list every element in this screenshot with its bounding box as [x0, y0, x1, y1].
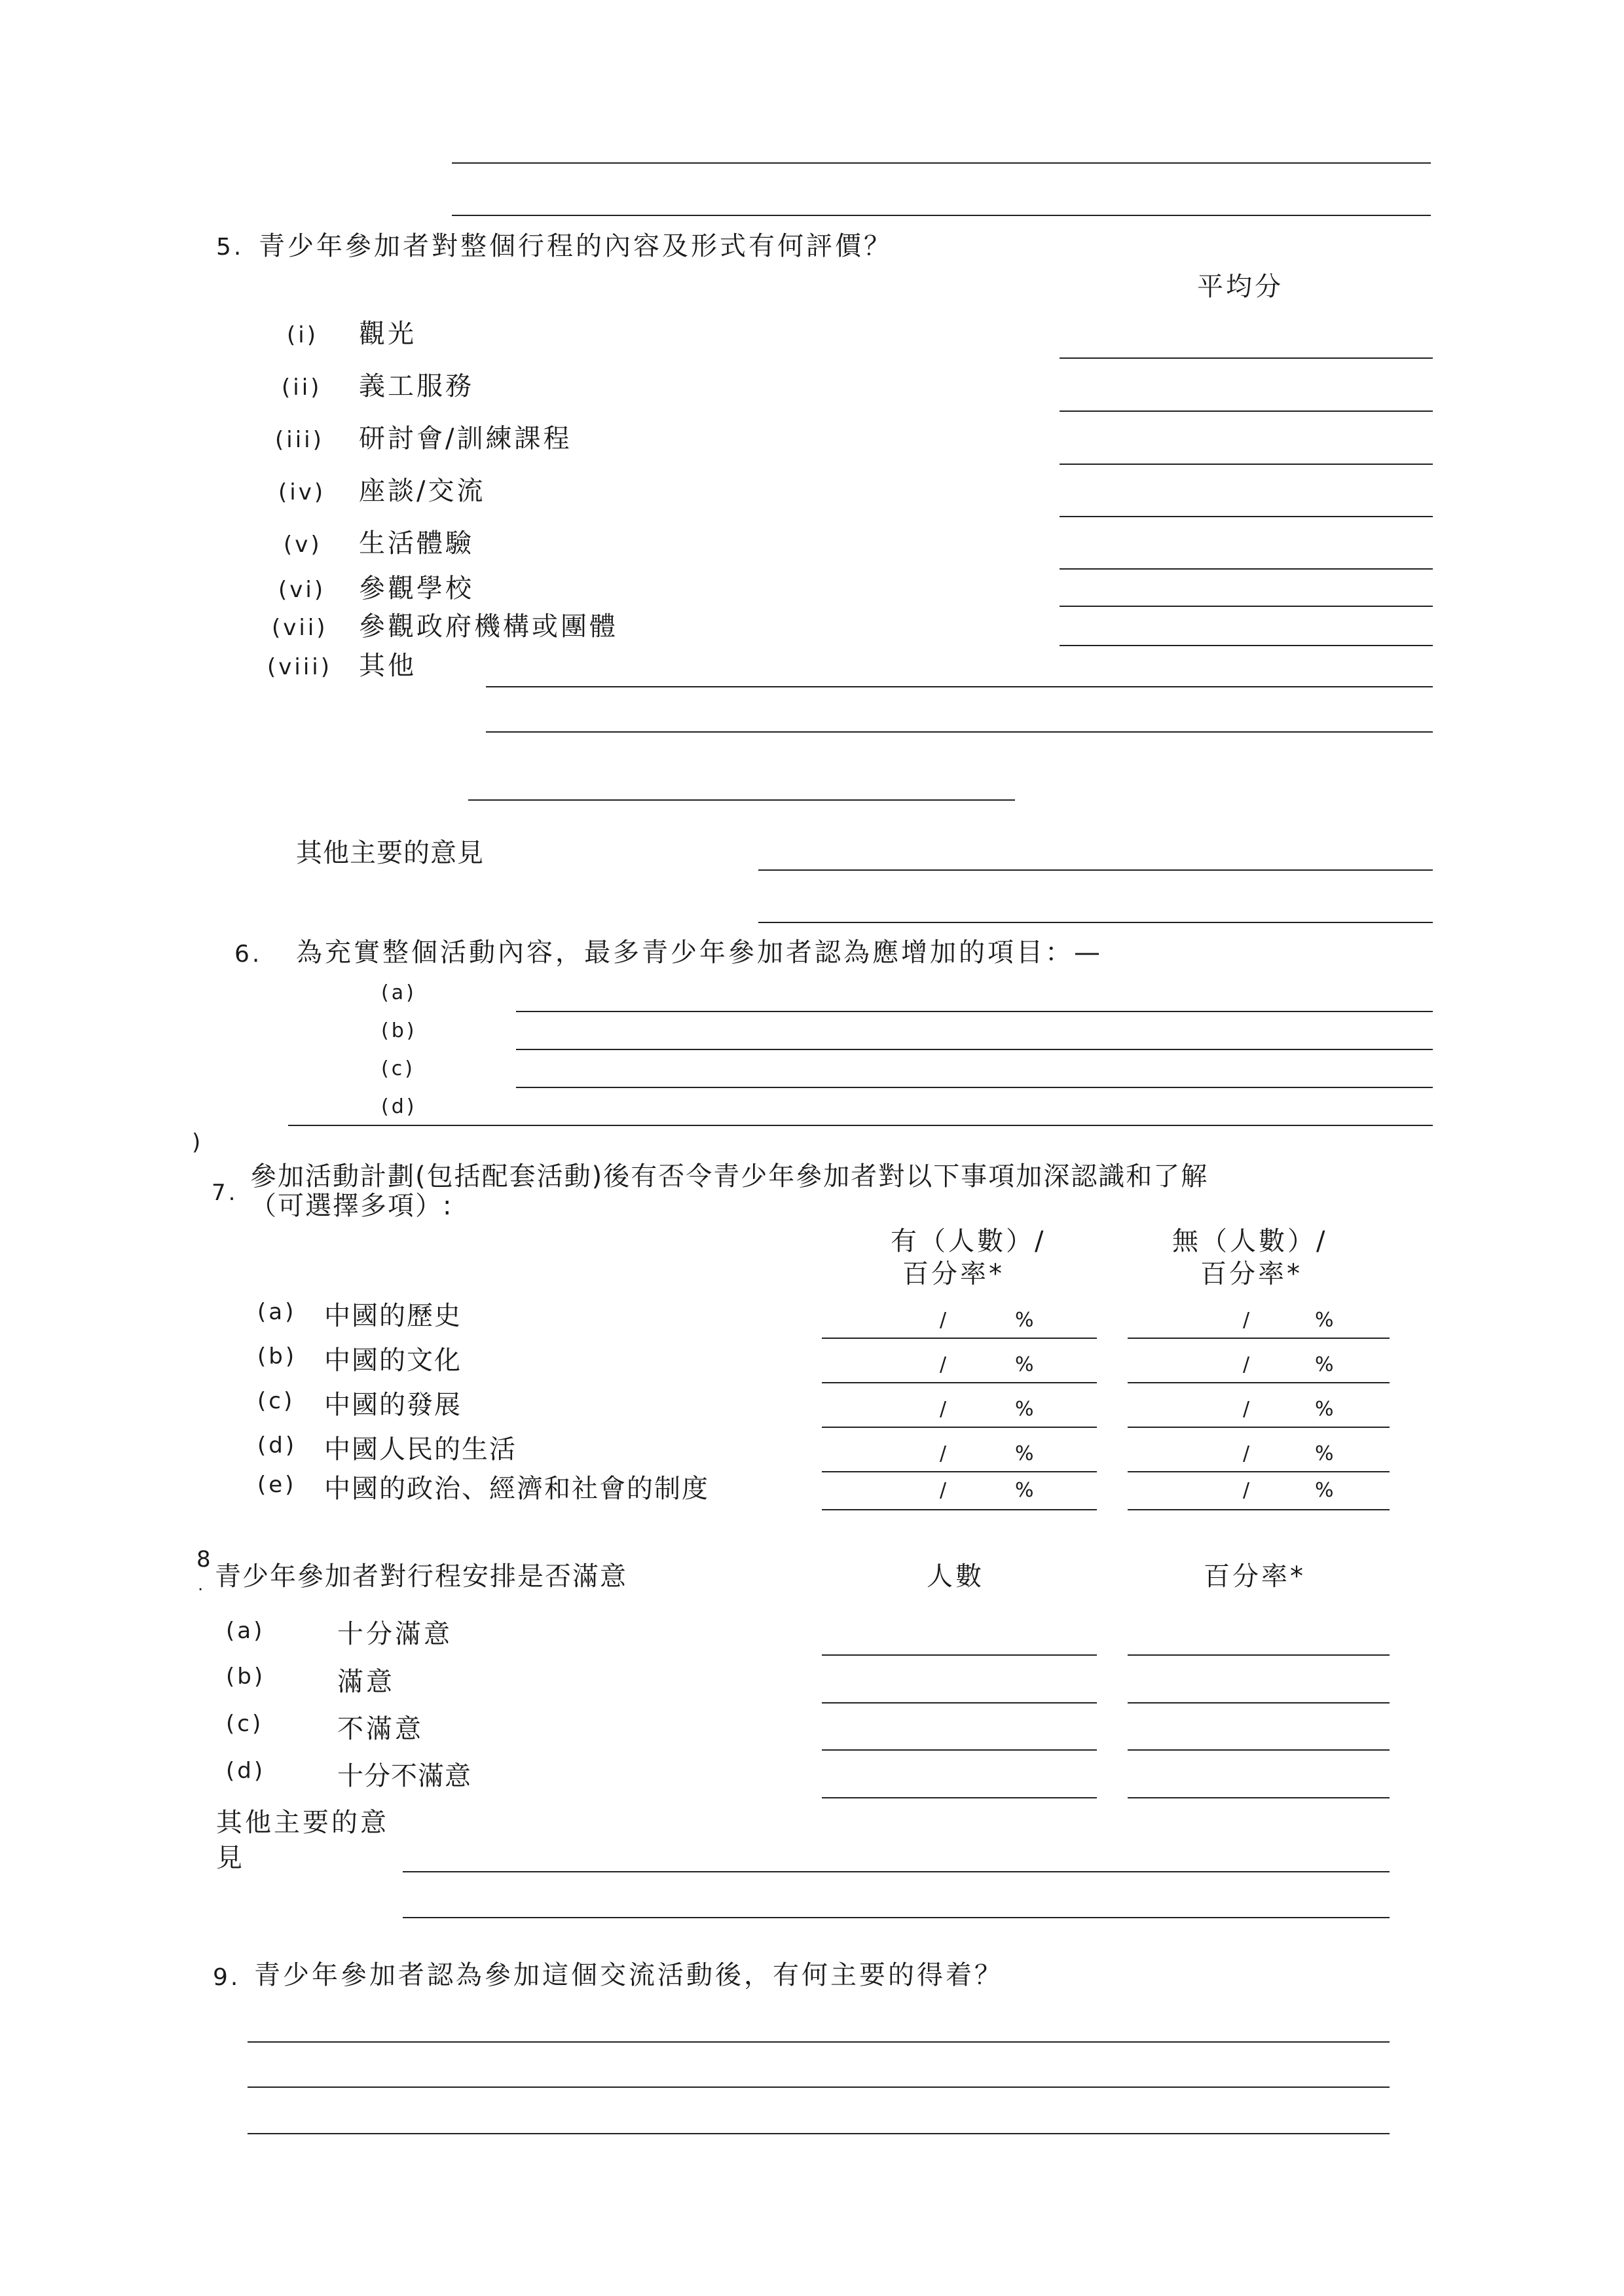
q8-col-count-header: 人數	[927, 1561, 984, 1592]
q8-item-letter: (a)	[226, 1618, 265, 1644]
answer-line[interactable]	[486, 686, 1433, 687]
percent-sign: %	[1315, 1353, 1337, 1376]
answer-line[interactable]	[452, 215, 1431, 216]
answer-line[interactable]	[516, 1087, 1433, 1088]
answer-line[interactable]	[486, 731, 1433, 733]
q5-item-number: (ii)	[282, 374, 322, 401]
percent-sign: %	[1315, 1442, 1337, 1465]
q7-item-letter: (a)	[257, 1299, 297, 1325]
count-input-line[interactable]	[822, 1654, 1097, 1656]
q5-question: 青少年參加者對整個行程的內容及形式有何評價？	[259, 231, 893, 261]
q5-item-label: 座談/交流	[359, 476, 486, 506]
answer-line[interactable]	[403, 1871, 1390, 1872]
q8-other-comments-label: 其他主要的意	[216, 1808, 389, 1838]
no-input-line[interactable]	[1128, 1338, 1390, 1339]
percent-input-line[interactable]	[1128, 1749, 1390, 1751]
score-line[interactable]	[1060, 464, 1433, 465]
slash: /	[1243, 1353, 1253, 1376]
answer-line[interactable]	[758, 869, 1433, 871]
count-input-line[interactable]	[822, 1797, 1097, 1798]
answer-line[interactable]	[248, 2041, 1390, 2043]
percent-sign: %	[1315, 1479, 1337, 1502]
q7-item-label: 中國的政治、經濟和社會的制度	[324, 1474, 709, 1504]
q5-score-header: 平均分	[1197, 272, 1283, 302]
score-line[interactable]	[1060, 568, 1433, 570]
q9-number: 9.	[213, 1964, 241, 1991]
percent-input-line[interactable]	[1128, 1654, 1390, 1656]
no-input-line[interactable]	[1128, 1427, 1390, 1428]
q5-item-label: 義工服務	[359, 371, 474, 401]
q8-item-label: 不滿意	[337, 1714, 424, 1744]
score-line[interactable]	[1060, 516, 1433, 517]
q7-question-line1: 參加活動計劃(包括配套活動)後有否令青少年參加者對以下事項加深認識和了解	[250, 1161, 1209, 1192]
count-input-line[interactable]	[822, 1749, 1097, 1751]
score-line[interactable]	[1060, 606, 1433, 607]
q5-item-label: 生活體驗	[359, 528, 474, 558]
no-input-line[interactable]	[1128, 1471, 1390, 1472]
percent-sign: %	[1015, 1353, 1037, 1376]
q7-item-letter: (c)	[257, 1388, 295, 1414]
q6-item-letter: (b)	[381, 1019, 417, 1042]
slash: /	[940, 1398, 950, 1421]
q6-item-letter: (a)	[381, 981, 416, 1004]
yes-input-line[interactable]	[822, 1471, 1097, 1472]
q8-number-dot: .	[198, 1575, 206, 1595]
q9-question: 青少年參加者認為參加這個交流活動後，有何主要的得着？	[254, 1960, 1003, 1990]
answer-line[interactable]	[248, 2133, 1390, 2134]
percent-sign: %	[1315, 1309, 1337, 1332]
q7-item-label: 中國的文化	[324, 1345, 462, 1376]
slash: /	[940, 1479, 950, 1502]
yes-input-line[interactable]	[822, 1509, 1097, 1510]
q8-item-letter: (c)	[226, 1711, 264, 1737]
answer-line[interactable]	[516, 1011, 1433, 1012]
q7-number: 7.	[212, 1180, 238, 1206]
q7-item-label: 中國人民的生活	[324, 1434, 517, 1465]
q8-question: 青少年參加者對行程安排是否滿意	[215, 1561, 627, 1592]
q5-number: 5.	[216, 234, 244, 261]
slash: /	[940, 1353, 950, 1376]
answer-line[interactable]	[403, 1917, 1390, 1918]
q8-item-label: 滿意	[337, 1667, 395, 1697]
answer-line[interactable]	[248, 2086, 1390, 2088]
q5-item-number: (i)	[287, 322, 318, 348]
q6-item-letter: (d)	[381, 1095, 417, 1118]
score-line[interactable]	[1060, 645, 1433, 646]
q8-item-label: 十分滿意	[337, 1619, 452, 1649]
score-line[interactable]	[1060, 410, 1433, 412]
q6-item-letter: (c)	[381, 1057, 415, 1080]
q7-item-letter: (e)	[257, 1472, 297, 1498]
no-input-line[interactable]	[1128, 1509, 1390, 1510]
q7-col-yes-header: 百分率*	[902, 1259, 1005, 1289]
score-line[interactable]	[1060, 357, 1433, 359]
q5-item-number: (vi)	[278, 577, 326, 603]
q6-number: 6.	[234, 941, 263, 968]
percent-sign: %	[1015, 1398, 1037, 1421]
q5-item-number: (v)	[284, 532, 322, 558]
slash: /	[1243, 1442, 1253, 1465]
q6-question: 為充實整個活動內容，最多青少年參加者認為應增加的項目：—	[296, 938, 1103, 968]
q7-item-letter: (d)	[257, 1432, 297, 1459]
answer-line[interactable]	[758, 922, 1433, 923]
answer-line[interactable]	[468, 799, 1015, 801]
q5-item-label: 觀光	[359, 319, 416, 349]
count-input-line[interactable]	[822, 1702, 1097, 1704]
q8-col-percent-header: 百分率*	[1204, 1561, 1306, 1592]
q8-item-label: 十分不滿意	[337, 1761, 471, 1791]
percent-input-line[interactable]	[1128, 1702, 1390, 1704]
q5-item-label: 參觀學校	[359, 574, 474, 604]
no-input-line[interactable]	[1128, 1382, 1390, 1383]
q8-item-letter: (d)	[226, 1758, 266, 1784]
q7-question-line2: （可選擇多項）:	[250, 1191, 453, 1221]
answer-line[interactable]	[288, 1125, 1433, 1126]
q5-item-number: (viii)	[267, 654, 332, 680]
q5-item-number: (vii)	[272, 615, 328, 641]
answer-line[interactable]	[516, 1049, 1433, 1050]
q5-item-number: (iii)	[275, 427, 324, 453]
slash: /	[1243, 1479, 1253, 1502]
percent-sign: %	[1015, 1442, 1037, 1465]
stray-mark: )	[192, 1129, 204, 1156]
percent-sign: %	[1315, 1398, 1337, 1421]
q7-item-label: 中國的發展	[324, 1390, 462, 1420]
percent-sign: %	[1015, 1479, 1037, 1502]
yes-input-line[interactable]	[822, 1382, 1097, 1383]
percent-input-line[interactable]	[1128, 1797, 1390, 1798]
q8-item-letter: (b)	[226, 1664, 266, 1690]
slash: /	[940, 1442, 950, 1465]
q7-col-yes-header: 有（人數）/	[891, 1226, 1046, 1256]
q5-item-label: 研討會/訓練課程	[359, 424, 572, 454]
slash: /	[1243, 1398, 1253, 1421]
q5-item-label: 參觀政府機構或團體	[359, 611, 618, 642]
answer-line[interactable]	[452, 162, 1431, 164]
q8-other-comments-label-cont: 見	[216, 1843, 245, 1873]
percent-sign: %	[1015, 1309, 1037, 1332]
q5-item-number: (iv)	[278, 479, 326, 505]
q7-col-no-header: 無（人數）/	[1172, 1226, 1328, 1256]
q7-item-label: 中國的歷史	[324, 1301, 462, 1331]
q7-col-no-header: 百分率*	[1200, 1259, 1302, 1289]
q5-item-label: 其他	[359, 651, 416, 681]
yes-input-line[interactable]	[822, 1338, 1097, 1339]
q5-other-comments-label: 其他主要的意見	[296, 838, 484, 868]
slash: /	[940, 1309, 950, 1332]
yes-input-line[interactable]	[822, 1427, 1097, 1428]
q8-number: 8	[196, 1546, 213, 1573]
q7-item-letter: (b)	[257, 1343, 297, 1370]
slash: /	[1243, 1309, 1253, 1332]
